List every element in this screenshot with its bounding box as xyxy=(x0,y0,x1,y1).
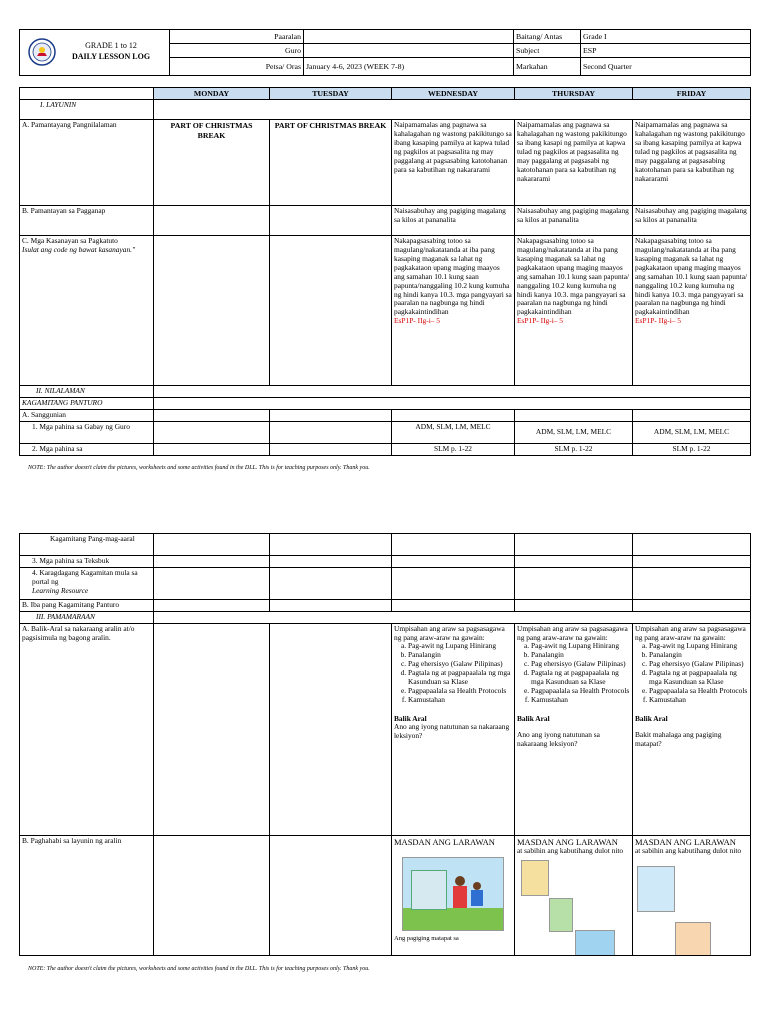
gabay-mon xyxy=(154,421,270,443)
pangmag-mon xyxy=(154,534,270,556)
lesson-table-page1 xyxy=(19,87,751,456)
section-nilalaman: II. NILALAMAN xyxy=(20,386,154,398)
pictures-fri xyxy=(635,860,748,930)
routine-item: c. Pag ehersisyo (Galaw Pilipinas) xyxy=(408,660,512,669)
paghahabi-wed-cell xyxy=(392,835,515,955)
row-c-thu: Nakapagsasabing totoo sa magulang/nakatatanda at iba pang kasaping maganak sa lahat ng pagkakataon upang maging maayos ang samahan 10.1 kung saan papunta/ nanggaling 10.2 kung kumuha ng hindi kanya 10.3. mga pangyayari sa paaralan na nagbunga ng hindi pagkakaintindihan xyxy=(517,236,630,317)
row-c-tue xyxy=(270,236,392,386)
karagdagan-label: 4. Karagdagang Kagamitan mula sa portal ng xyxy=(32,567,138,586)
teksbuk-thu xyxy=(515,556,633,568)
row-a-label: A. Pamantayang Pangnilalaman xyxy=(20,120,154,206)
pangmag-label: Kagamitang Pang-mag-aaral xyxy=(20,534,154,556)
karagdagan-tue xyxy=(270,567,392,599)
karagdagan-fri xyxy=(633,567,751,599)
gabay-thu: ADM, SLM, LM, MELC xyxy=(515,421,633,443)
routine-intro-wed: Umpisahan ang araw sa pagsasagawa ng pang araw-araw na gawain: xyxy=(394,623,505,642)
balik-aral-wed: Balik Aral xyxy=(394,713,427,723)
picture-fri-2 xyxy=(675,922,711,955)
paghahabi-label: B. Paghahabi sa layunin ng aralin xyxy=(20,835,154,955)
routine-item: b. Panalangin xyxy=(649,651,748,660)
sanggunian-wed xyxy=(392,410,515,422)
row-c-wed: Nakapagsasabing totoo sa magulang/nakatatanda at iba pang kasaping maganak sa lahat ng pagkakataon upang maging maayos ang samahan 10.1 kung saan papunta/nanggaling 10.2 kung kumuha ng hindi kanya 10.3. mga pangyayari sa paaralan na nagbunga ng hindi pagkakaintindihan xyxy=(394,236,512,317)
section-kagamitan: KAGAMITANG PANTURO xyxy=(20,398,154,410)
header-logo-cell xyxy=(20,30,170,76)
row-c-fri-code: EsP1P- IIg-i– 5 xyxy=(635,316,681,326)
row-b-label: B. Pamantayan sa Pagganap xyxy=(20,206,154,236)
paghahabi-mon xyxy=(154,835,270,955)
iba-wed xyxy=(392,599,515,611)
paghahabi-thu-cell xyxy=(515,835,633,955)
pangmag-thu xyxy=(515,534,633,556)
picture-thu-1 xyxy=(521,860,549,896)
routine-item: f. Kamustahan xyxy=(531,696,630,705)
grade-label: Baitang/ Antas xyxy=(514,30,581,44)
lm-mon xyxy=(154,443,270,455)
row-b-wed: Naisasabuhay ang pagiging magalang sa kilos at pananalita xyxy=(392,206,515,236)
balik-aral-thu: Balik Aral xyxy=(517,713,550,723)
routine-item: c. Pag ehersisyo (Galaw Pilipinas) xyxy=(649,660,748,669)
row-c-thu-cell xyxy=(515,236,633,386)
honesty-picture-wed xyxy=(402,857,504,931)
row-c-wed-code: EsP1P- IIg-i– 5 xyxy=(394,316,440,326)
row-b-thu: Naisasabuhay ang pagiging magalang sa kilos at pananalita xyxy=(515,206,633,236)
question-thu: Ano ang iyong natutunan sa nakaraang leksiyon? xyxy=(517,730,600,749)
day-header-blank xyxy=(20,88,154,100)
picture-thu-2 xyxy=(549,898,573,932)
iba-fri xyxy=(633,599,751,611)
kagamitan-blank xyxy=(154,398,751,410)
row-c-sublabel: Isulat ang code ng bawat kasanayan." xyxy=(22,245,136,255)
row-a-wed: Naipamamalas ang pagnawa sa kahalagahan ng wastong pakikitungo sa ibang kasaping pamilya at kapwa tulad ng pagkilos at pagsasalita ng may paggalang at pagsasabing katotohanan para sa kabutihan ng nakararami xyxy=(392,120,515,206)
teksbuk-label: 3. Mga pahina sa Teksbuk xyxy=(20,556,154,568)
karagdagan-thu xyxy=(515,567,633,599)
gabay-wed: ADM, SLM, LM, MELC xyxy=(392,421,515,443)
routine-list-fri xyxy=(635,642,748,704)
question-wed: Ano ang iyong natutunan sa nakaraang leksiyon? xyxy=(394,722,510,741)
karagdagan-wed xyxy=(392,567,515,599)
row-b-fri: Naisasabuhay ang pagiging magalang sa kilos at pananalita xyxy=(633,206,751,236)
pamamaraan-blank xyxy=(154,611,751,623)
teksbuk-wed xyxy=(392,556,515,568)
deped-seal-icon xyxy=(28,38,56,66)
balik-label: A. Balik-Aral sa nakaraang aralin at/o pagsisimula ng bagong aralin. xyxy=(20,623,154,835)
row-c-fri: Nakapagsasabing totoo sa magulang/nakatatanda at iba pang kasaping maganak sa lahat ng pagkakataon upang maging maayos ang samahan 10.1 kung saan papunta/ nanggaling 10.2 kung kumuha ng hindi kanya 10.3. mga pangyayari sa paaralan na nagbunga ng hindi pagkakaintindihan xyxy=(635,236,748,317)
row-b-tue xyxy=(270,206,392,236)
pangmag-fri xyxy=(633,534,751,556)
quarter-label: Markahan xyxy=(514,58,581,76)
teacher-label: Guro xyxy=(170,44,304,58)
sabihin-fri: at sabihin ang kabutihang dulot nito xyxy=(635,845,742,855)
balik-wed-cell xyxy=(392,623,515,835)
routine-list-wed xyxy=(394,642,512,704)
routine-intro-thu: Umpisahan ang araw sa pagsasagawa ng pang araw-araw na gawain: xyxy=(517,623,628,642)
school-value xyxy=(304,30,514,44)
page1-note: NOTE: The author doesn't claim the pictures, worksheets and some activities found in the DLL. This is for teaching purposes only. Thank you. xyxy=(28,465,370,471)
teksbuk-fri xyxy=(633,556,751,568)
karagdagan-italic: Learning Resource xyxy=(32,585,89,595)
mon-christmas-break: PART OF CHRISTMAS BREAK xyxy=(154,120,270,206)
paghahabi-tue xyxy=(270,835,392,955)
school-label: Paaralan xyxy=(170,30,304,44)
picture-fri-1 xyxy=(637,866,675,912)
routine-list-thu xyxy=(517,642,630,704)
sanggunian-fri xyxy=(633,410,751,422)
row-c-label-cell xyxy=(20,236,154,386)
row-c-fri-cell xyxy=(633,236,751,386)
lm-wed: SLM p. 1-22 xyxy=(392,443,515,455)
lm-thu: SLM p. 1-22 xyxy=(515,443,633,455)
pictures-thu xyxy=(517,860,630,904)
lm-fri: SLM p. 1-22 xyxy=(633,443,751,455)
row-a-fri: Naipamamalas ang pagnawa sa kahalagahan ng wastong pakikitungo sa ibang kasaping pamilya at kapwa tulad ng pagkilos at pagsasalita ng may paggalang at pagsasabing katotohanan para sa kabutihan ng nakararami xyxy=(633,120,751,206)
sabihin-thu: at sabihin ang kabutihang dulot nito xyxy=(517,845,624,855)
date-label: Petsa/ Oras xyxy=(170,58,304,76)
masdan-fri: MASDAN ANG LARAWAN xyxy=(635,836,736,847)
gabay-fri: ADM, SLM, LM, MELC xyxy=(633,421,751,443)
tue-christmas-break: PART OF CHRISTMAS BREAK xyxy=(270,120,392,206)
nilalaman-blank xyxy=(154,386,751,398)
row-c-thu-code: EsP1P- IIg-i– 5 xyxy=(517,316,563,326)
karagdagan-cell xyxy=(20,567,154,599)
iba-mon xyxy=(154,599,270,611)
masdan-thu: MASDAN ANG LARAWAN xyxy=(517,836,618,847)
layunin-blank xyxy=(154,100,751,120)
masdan-wed: MASDAN ANG LARAWAN xyxy=(394,836,495,847)
routine-item: d. Pagtala ng at pagpapaalala ng mga Kasunduan sa Klase xyxy=(531,669,630,687)
routine-item: b. Panalangin xyxy=(408,651,512,660)
routine-item: b. Panalangin xyxy=(531,651,630,660)
routine-item: a. Pag-awit ng Lupang Hinirang xyxy=(531,642,630,651)
header-table xyxy=(19,29,751,76)
routine-item: d. Pagtala ng at pagpapaalala ng mga Kasunduan sa Klase xyxy=(408,669,512,687)
balik-tue xyxy=(270,623,392,835)
iba-label: B. Iba pang Kagamitang Panturo xyxy=(20,599,154,611)
picture-thu-3 xyxy=(575,930,615,955)
lesson-table-page2 xyxy=(19,533,751,956)
balik-aral-fri: Balik Aral xyxy=(635,713,668,723)
routine-item: c. Pag ehersisyo (Galaw Pilipinas) xyxy=(531,660,630,669)
section-pamamaraan: III. PAMAMARAAN xyxy=(20,611,154,623)
sanggunian-mon xyxy=(154,410,270,422)
quarter-value: Second Quarter xyxy=(581,58,751,76)
iba-tue xyxy=(270,599,392,611)
balik-thu-cell xyxy=(515,623,633,835)
day-thursday: THURSDAY xyxy=(515,88,633,100)
date-value: January 4-6, 2023 (WEEK 7-8) xyxy=(304,58,514,76)
paghahabi-fri-cell xyxy=(633,835,751,955)
day-wednesday: WEDNESDAY xyxy=(392,88,515,100)
sanggunian-label: A. Sanggunian xyxy=(20,410,154,422)
teksbuk-tue xyxy=(270,556,392,568)
gabay-tue xyxy=(270,421,392,443)
karagdagan-mon xyxy=(154,567,270,599)
page2-note: NOTE: The author doesn't claim the pictures, worksheets and some activities found in the DLL. This is for teaching purposes only. Thank you. xyxy=(28,966,370,972)
routine-item: e. Pagpapaalala sa Health Protocols xyxy=(531,687,630,696)
iba-thu xyxy=(515,599,633,611)
sanggunian-tue xyxy=(270,410,392,422)
row-c-wed-cell xyxy=(392,236,515,386)
day-monday: MONDAY xyxy=(154,88,270,100)
grade-value: Grade I xyxy=(581,30,751,44)
day-tuesday: TUESDAY xyxy=(270,88,392,100)
day-friday: FRIDAY xyxy=(633,88,751,100)
routine-item: e. Pagpapaalala sa Health Protocols xyxy=(649,687,748,696)
routine-item: f. Kamustahan xyxy=(649,696,748,705)
pangmag-tue xyxy=(270,534,392,556)
routine-item: a. Pag-awit ng Lupang Hinirang xyxy=(649,642,748,651)
balik-mon xyxy=(154,623,270,835)
balik-fri-cell xyxy=(633,623,751,835)
teacher-value xyxy=(304,44,514,58)
routine-intro-fri: Umpisahan ang araw sa pagsasagawa ng pang araw-araw na gawain: xyxy=(635,623,746,642)
section-layunin: I. LAYUNIN xyxy=(20,100,154,120)
row-a-thu: Naipamamalas ang pagnawa sa kahalagahan ng wastong pakikitungo sa ibang kasapi ng pamilya at kapwa tulad ng pagkilos at pagsasalita ng may paggalang at pagsasabi ng katotohanan para sa kabutihan ng nakararami xyxy=(515,120,633,206)
row-b-mon xyxy=(154,206,270,236)
lm-tue xyxy=(270,443,392,455)
sanggunian-thu xyxy=(515,410,633,422)
subject-label: Subject xyxy=(514,44,581,58)
row-c-label: C. Mga Kasanayan sa Pagkatuto xyxy=(22,236,118,246)
routine-item: e. Pagpapaalala sa Health Protocols xyxy=(408,687,512,696)
pangmag-wed xyxy=(392,534,515,556)
lm-label: 2. Mga pahina sa xyxy=(20,443,154,455)
doc-title: DAILY LESSON LOG xyxy=(71,52,151,61)
teksbuk-mon xyxy=(154,556,270,568)
grade-range: GRADE 1 to 12 xyxy=(85,41,137,50)
routine-item: f. Kamustahan xyxy=(408,696,512,705)
gabay-label: 1. Mga pahina sa Gabay ng Guro xyxy=(20,421,154,443)
caption-wed: Ang pagiging matapat sa xyxy=(394,934,459,942)
routine-item: d. Pagtala ng at pagpapaalala ng mga Kasunduan sa Klase xyxy=(649,669,748,687)
subject-value: ESP xyxy=(581,44,751,58)
question-fri: Bakit mahalaga ang pagiging matapat? xyxy=(635,730,722,749)
routine-item: a. Pag-awit ng Lupang Hinirang xyxy=(408,642,512,651)
row-c-mon xyxy=(154,236,270,386)
